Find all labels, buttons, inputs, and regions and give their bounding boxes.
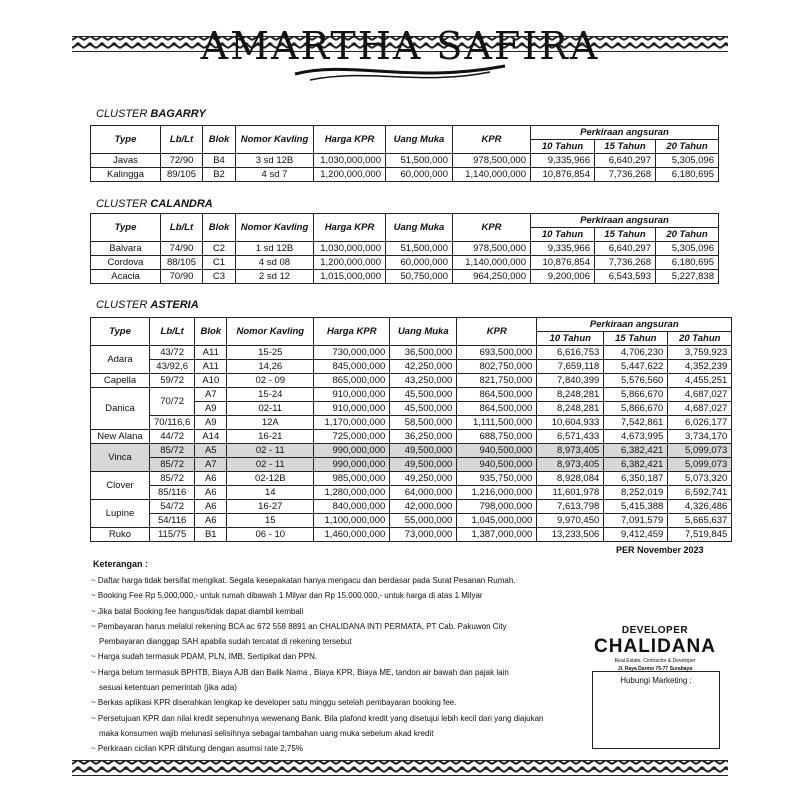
cluster-title-bagarry: CLUSTER BAGARRY	[96, 108, 206, 120]
list-item: ~ Berkas aplikasi KPR diserahkan lengkap ke developer satu minggu setelah pembayaran booking fee.	[91, 698, 457, 708]
table-row: 85/72 A7 02 - 11 990,000,000 49,500,000 940,500,000 8,973,405 6,382,421 5,099,073	[91, 458, 732, 472]
list-item: Pembayaran dianggap SAH apabila sudah tercatat di rekening tersebut	[99, 637, 352, 647]
marketing-contact-label: Hubungi Marketing :	[620, 676, 692, 685]
table-row: 54/116 A6 15 1,100,000,000 55,000,000 1,045,000,000 9,970,450 7,091,579 5,665,637	[91, 514, 732, 528]
marketing-contact-box	[592, 671, 720, 749]
price-table-asteria: Type Lb/Lt Blok Nomor Kavling Harga KPR Uang Muka KPR Perkiraan angsuran 10 Tahun 15 Tahun 20 Tahun Adara 43/72 A11 15-25 730,000,000 36,500,000 693,500,000 6,616,753 4,706,230 3,759,923 43/92,6 A11 14,26 845,000,000 42,250,000 802,750,000 7,659,118 5,447,622 4,352,239 Capella 59/72 A10 02 - 09 865,000,000 43,250,000 821,750,000 7,840,399 5,576,560 4,455,251 Danica 70/72 A7 15-24 910,000,000 45,500,000 864,500,000 8,248,281 5,866,670 4,687,027 A9 02-11 910,000,000 45,500,000 864,500,000 8,248,281 5,866,670 4,687,027 70/116,6 A9 12A 1,170,000,000 58,500,000 1,111,500,000 10,604,933 7,542,861 6,026,177 New Alana 44/72 A14 16-21 725,000,000 36,250,000 688,750,000 6,571,433 4,673,995 3,734,170 Vinca 85/72 A5 02 - 11 990,000,000 49,500,000 940,500,000 8,973,405 6,382,421 5,099,073 85/72 A7 02 - 11 990,000,000 49,500,000 940,500,000 8,973,405 6,382,421 5,099,073 Clover 85/72 A6 02-12B 985,000,000 49,250,000 935,750,000 8,928,084 6,350,187 5,073,320 85/116 A6 14 1,280,000,000 64,000,000 1,216,000,000 11,601,978 8,252,019 6,592,741 Lupine 54/72 A6 16-27 840,000,000 42,000,000 798,000,000 7,613,798 5,415,388 4,326,486 54/116 A6 15 1,100,000,000 55,000,000 1,045,000,000 9,970,450 7,091,579 5,665,637 Ruko 115/75 B1 06 - 10 1,460,000,000 73,000,000 1,387,000,000 13,233,506 9,412,459 7,519,845	[90, 317, 732, 542]
table-row: Clover 85/72 A6 02-12B 985,000,000 49,250,000 935,750,000 8,928,084 6,350,187 5,073,320	[91, 472, 732, 486]
list-item: ~ Harga belum termasuk BPHTB, Biaya AJB dan Balik Nama , Biaya KPR, Biaya ME, tandon air bawah dan pajak lain	[91, 667, 509, 677]
list-item: ~ Persetujuan KPR dan nilai kredit sepenuhnya wewenang Bank. Bila plafond kredit yang disetujui lebih kecil dari yang diajukan	[91, 713, 544, 723]
list-item: ~ Harga sudah termasuk PDAM, PLN, IMB, Sertipikat dan PPN.	[91, 652, 318, 662]
table-row: Adara 43/72 A11 15-25 730,000,000 36,500,000 693,500,000 6,616,753 4,706,230 3,759,923	[91, 346, 732, 360]
table-row: Acacia 70/90 C3 2 sd 12 1,015,000,000 50,750,000 964,250,000 9,200,006 6,543,593 5,227,838	[91, 270, 719, 284]
table-row: Javas 72/90 B4 3 sd 12B 1,030,000,000 51,500,000 978,500,000 9,335,966 6,640,297 5,305,096	[91, 154, 719, 168]
notes-title: Keterangan :	[93, 559, 149, 569]
table-row: Vinca 85/72 A5 02 - 11 990,000,000 49,500,000 940,500,000 8,973,405 6,382,421 5,099,073	[91, 444, 732, 458]
table-row: Danica 70/72 A7 15-24 910,000,000 45,500,000 864,500,000 8,248,281 5,866,670 4,687,027	[91, 388, 732, 402]
price-table-calandra: Type Lb/Lt Blok Nomor Kavling Harga KPR Uang Muka KPR Perkiraan angsuran 10 Tahun 15 Tahun 20 Tahun Balvara 74/90 C2 1 sd 12B 1,030,000,000 51,500,000 978,500,000 9,335,966 6,640,297 5,305,096 Cordova 88/105 C1 4 sd 08 1,200,000,000 60,000,000 1,140,000,000 10,876,854 7,736,268 6,180,695 Acacia 70/90 C3 2 sd 12 1,015,000,000 50,750,000 964,250,000 9,200,006 6,543,593 5,227,838	[90, 213, 719, 284]
table-row: New Alana 44/72 A14 16-21 725,000,000 36,250,000 688,750,000 6,571,433 4,673,995 3,734,170	[91, 430, 732, 444]
decorative-pattern-band-bottom	[72, 760, 728, 776]
table-row: Ruko 115/75 B1 06 - 10 1,460,000,000 73,000,000 1,387,000,000 13,233,506 9,412,459 7,519,845	[91, 528, 732, 542]
developer-block	[590, 625, 720, 673]
list-item: sesuai ketentuan pemerintah (jika ada)	[99, 683, 237, 693]
table-row: Lupine 54/72 A6 16-27 840,000,000 42,000,000 798,000,000 7,613,798 5,415,388 4,326,486	[91, 500, 732, 514]
list-item: ~ Daftar harga tidak bersifat mengikat. Segala kesepakatan hanya mengacu dan berdasar pada Surat Pesanan Rumah.	[91, 576, 516, 585]
list-item: ~ Jika batal Booking fee hangus/tidak dapat diambil kembali	[91, 606, 304, 616]
developer-address: Jl. Raya Darmo 75-77 Surabaya	[617, 666, 693, 672]
list-item: ~ Pembayaran harus melalui rekening BCA ac 672 558 8891 an CHALIDANA INTI PERMATA, PT Cab. Pakuwon City	[91, 621, 507, 631]
list-item: ~ Booking Fee Rp 5,000,000,- untuk rumah dibawah 1 Milyar dan Rp 15.000.000,- untuk harga di atas 1 Milyar	[91, 591, 483, 601]
table-row: 70/116,6 A9 12A 1,170,000,000 58,500,000 1,111,500,000 10,604,933 7,542,861 6,026,177	[91, 416, 732, 430]
developer-tagline: Real Estate, Contractor & Developer	[614, 658, 696, 664]
developer-name: CHALIDANA	[594, 636, 716, 657]
cluster-title-asteria: CLUSTER ASTERIA	[96, 299, 199, 311]
list-item: maka konsumen wajib melunasi selisihnya sebagai tambahan uang muka sebelum akad kredit	[99, 728, 434, 738]
developer-label: DEVELOPER	[621, 625, 689, 636]
notes-list	[91, 573, 611, 757]
table-row: Capella 59/72 A10 02 - 09 865,000,000 43,250,000 821,750,000 7,840,399 5,576,560 4,455,251	[91, 374, 732, 388]
price-date-note: PER November 2023	[616, 545, 704, 555]
table-row: A9 02-11 910,000,000 45,500,000 864,500,000 8,248,281 5,866,670 4,687,027	[91, 402, 732, 416]
price-table-bagarry: Type Lb/Lt Blok Nomor Kavling Harga KPR Uang Muka KPR Perkiraan angsuran 10 Tahun 15 Tahun 20 Tahun Javas 72/90 B4 3 sd 12B 1,030,000,000 51,500,000 978,500,000 9,335,966 6,640,297 5,305,096 Kalingga 89/105 B2 4 sd 7 1,200,000,000 60,000,000 1,140,000,000 10,876,854 7,736,268 6,180,695	[90, 125, 719, 182]
brand-logo	[200, 10, 600, 90]
table-row: Kalingga 89/105 B2 4 sd 7 1,200,000,000 60,000,000 1,140,000,000 10,876,854 7,736,268 6,180,695	[91, 168, 719, 182]
list-item: ~ Perkiraan cicilan KPR dihitung dengan asumsi rate 2,75%	[91, 744, 303, 754]
table-row: Cordova 88/105 C1 4 sd 08 1,200,000,000 60,000,000 1,140,000,000 10,876,854 7,736,268 6,180,695	[91, 256, 719, 270]
brand-swoosh-icon	[290, 60, 510, 86]
table-row: Balvara 74/90 C2 1 sd 12B 1,030,000,000 51,500,000 978,500,000 9,335,966 6,640,297 5,305,096	[91, 242, 719, 256]
brand-title: AMARTHA SAFIRA	[200, 24, 600, 68]
cluster-title-calandra: CLUSTER CALANDRA	[96, 198, 213, 210]
table-row: 43/92,6 A11 14,26 845,000,000 42,250,000 802,750,000 7,659,118 5,447,622 4,352,239	[91, 360, 732, 374]
table-row: 85/116 A6 14 1,280,000,000 64,000,000 1,216,000,000 11,601,978 8,252,019 6,592,741	[91, 486, 732, 500]
